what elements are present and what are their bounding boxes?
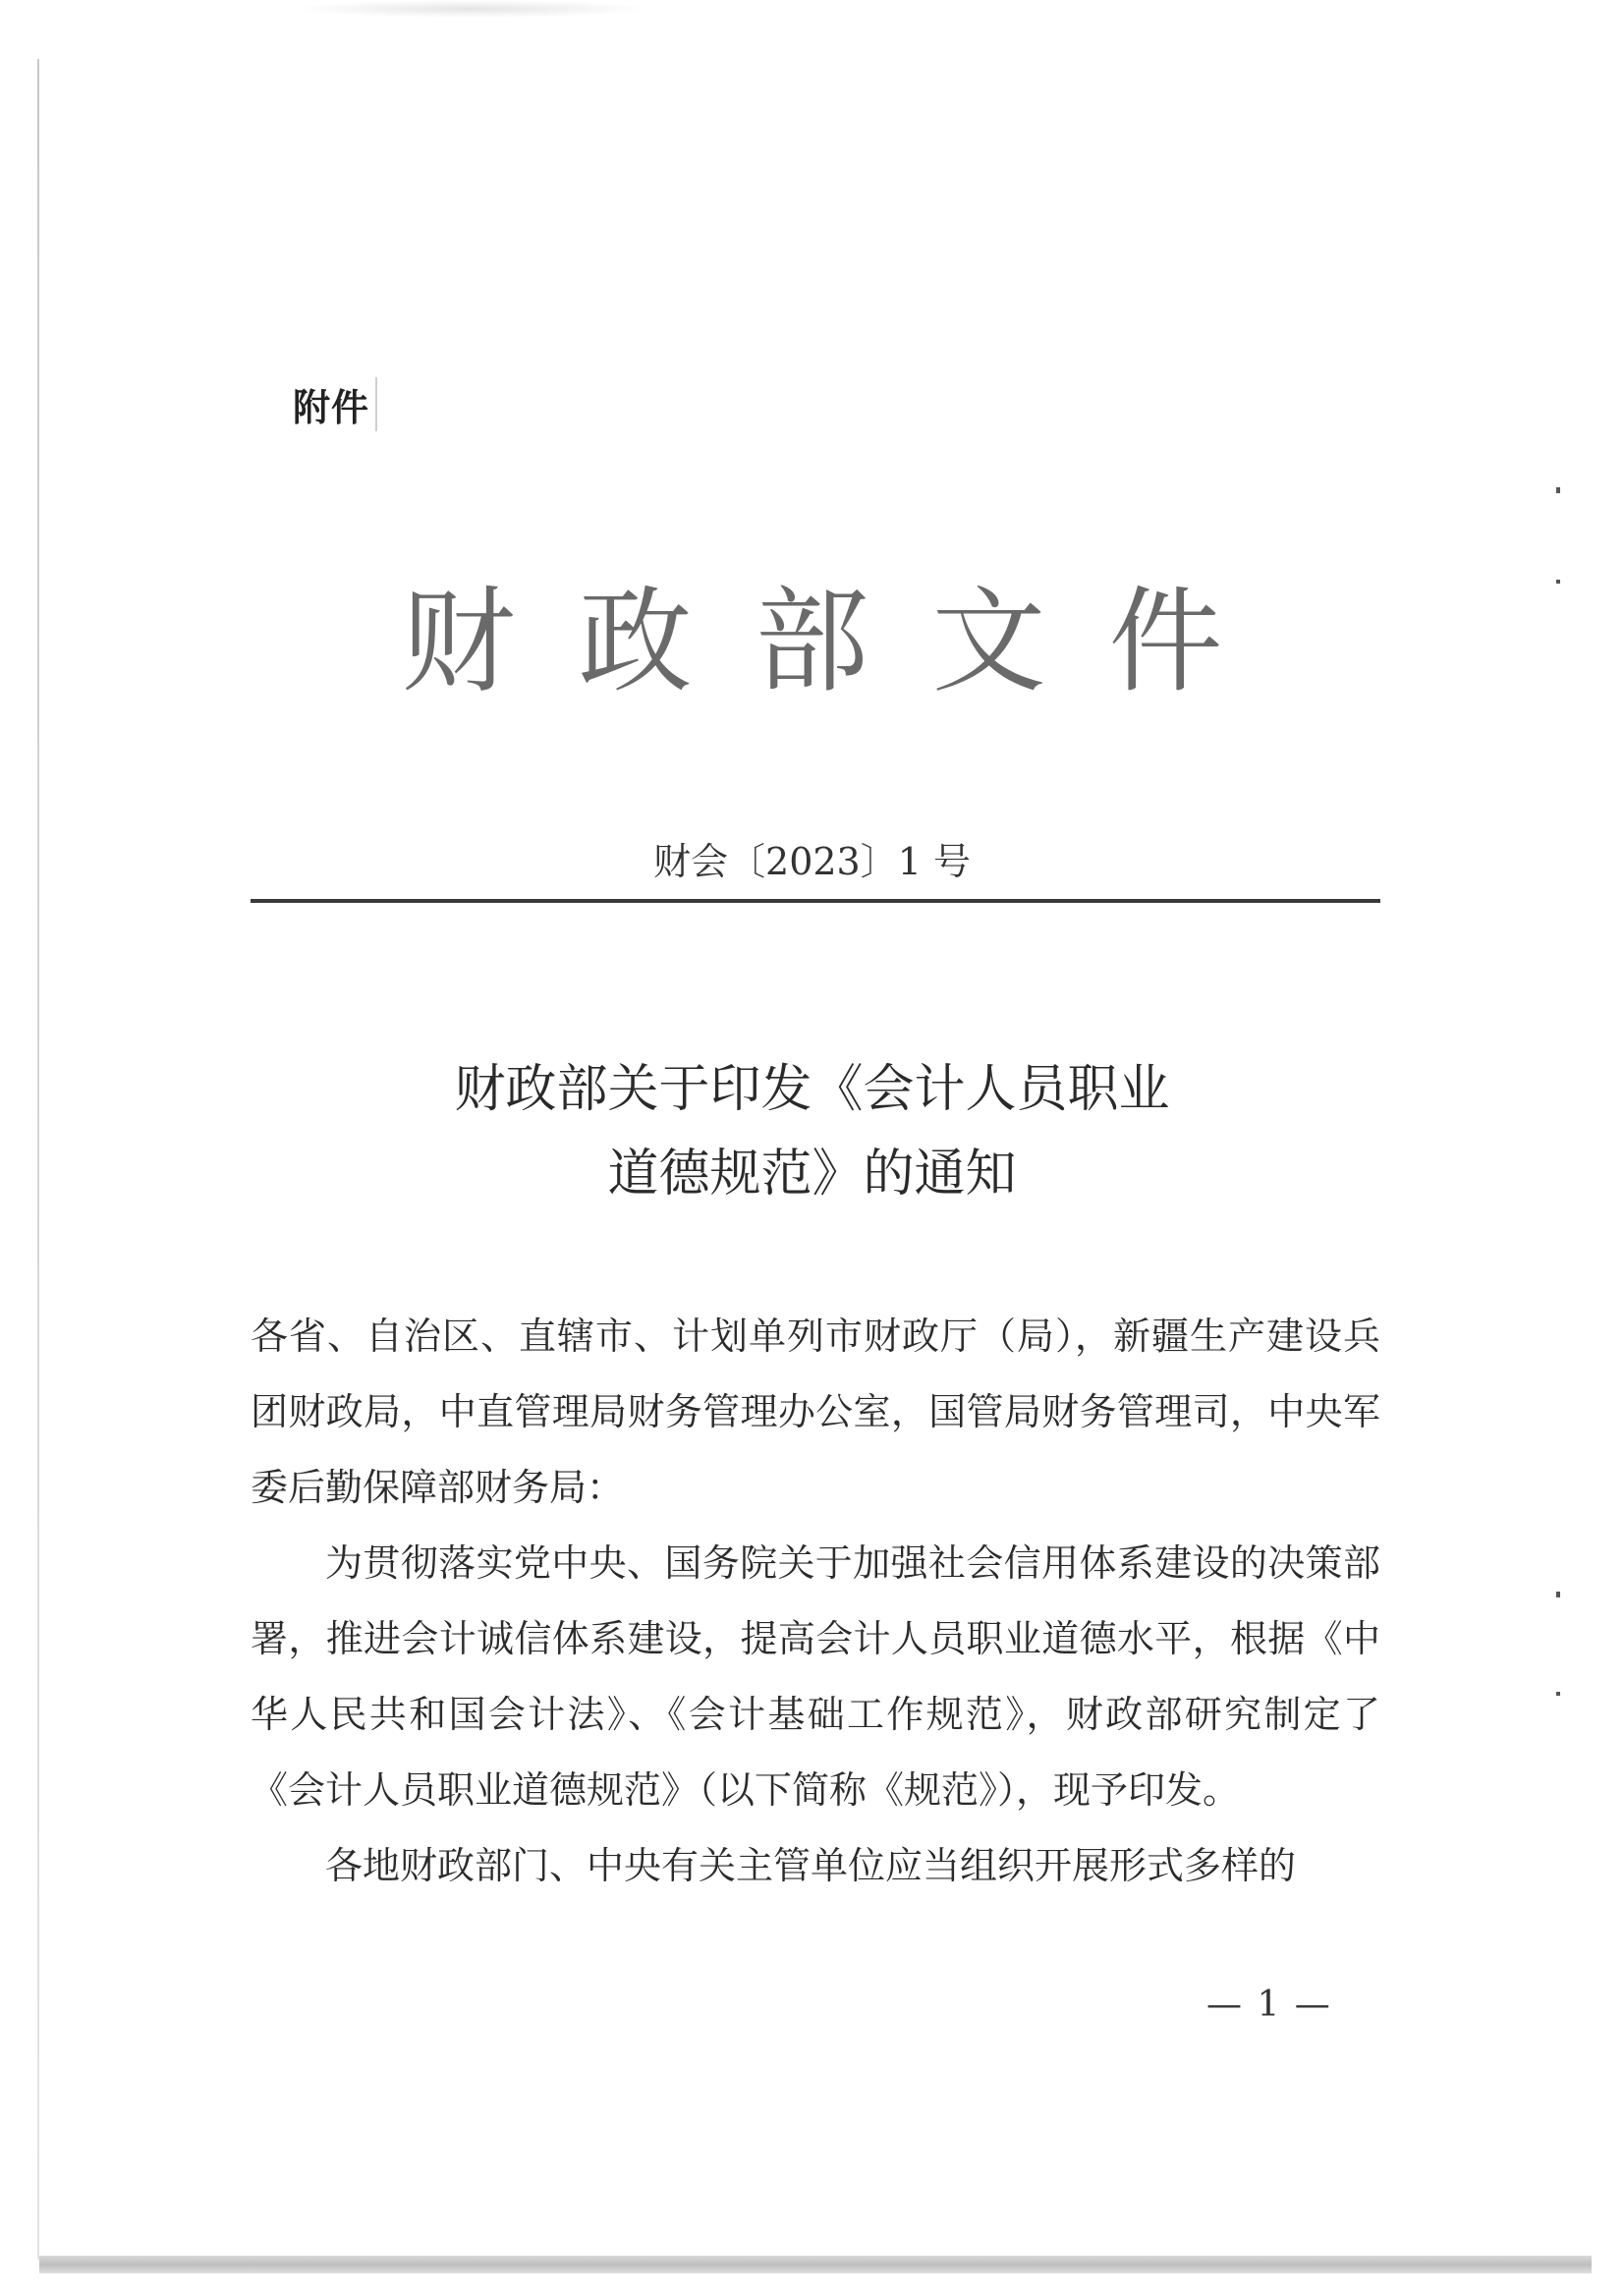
notice-title <box>0 1047 1624 1216</box>
body-paragraph-2: 各地财政部门、中央有关主管单位应当组织开展形式多样的 <box>325 1844 1297 1887</box>
scan-speck <box>1556 1692 1560 1696</box>
header-divider-rule <box>251 899 1380 903</box>
notice-title-line-2: 道德规范》的通知 <box>607 1145 1017 1203</box>
scan-top-smudge <box>295 0 648 18</box>
document-number: 财会〔2023〕1 号 <box>653 840 971 883</box>
notice-title-line-1: 财政部关于印发《会计人员职业 <box>454 1060 1170 1119</box>
body-paragraph-1: 为贯彻落实党中央、国务院关于加强社会信用体系建设的决策部署，推进会计诚信体系建设，提高会计人员职业道德水平，根据《中华人民共和国会计法》、《会计基础工作规范》，财政部研究制定了《会计人员职业道德规范》（以下简称《规范》），现予印发。 <box>251 1541 1380 1812</box>
scan-bottom-edge <box>39 2256 1592 2273</box>
scan-speck <box>1556 487 1560 493</box>
page-number: — 1 — <box>1206 1985 1332 2025</box>
scan-speck <box>1556 1592 1560 1597</box>
notice-body <box>251 1299 1380 1904</box>
recipients-paragraph: 各省、自治区、直辖市、计划单列市财政厅（局），新疆生产建设兵团财政局，中直管理局财务管理办公室，国管局财务管理司，中央军委后勤保障部财务局： <box>251 1315 1380 1509</box>
document-header-title: 财政部文件 <box>401 576 1286 708</box>
attachment-label: 附件 <box>293 377 377 431</box>
scan-speck <box>1556 580 1560 584</box>
